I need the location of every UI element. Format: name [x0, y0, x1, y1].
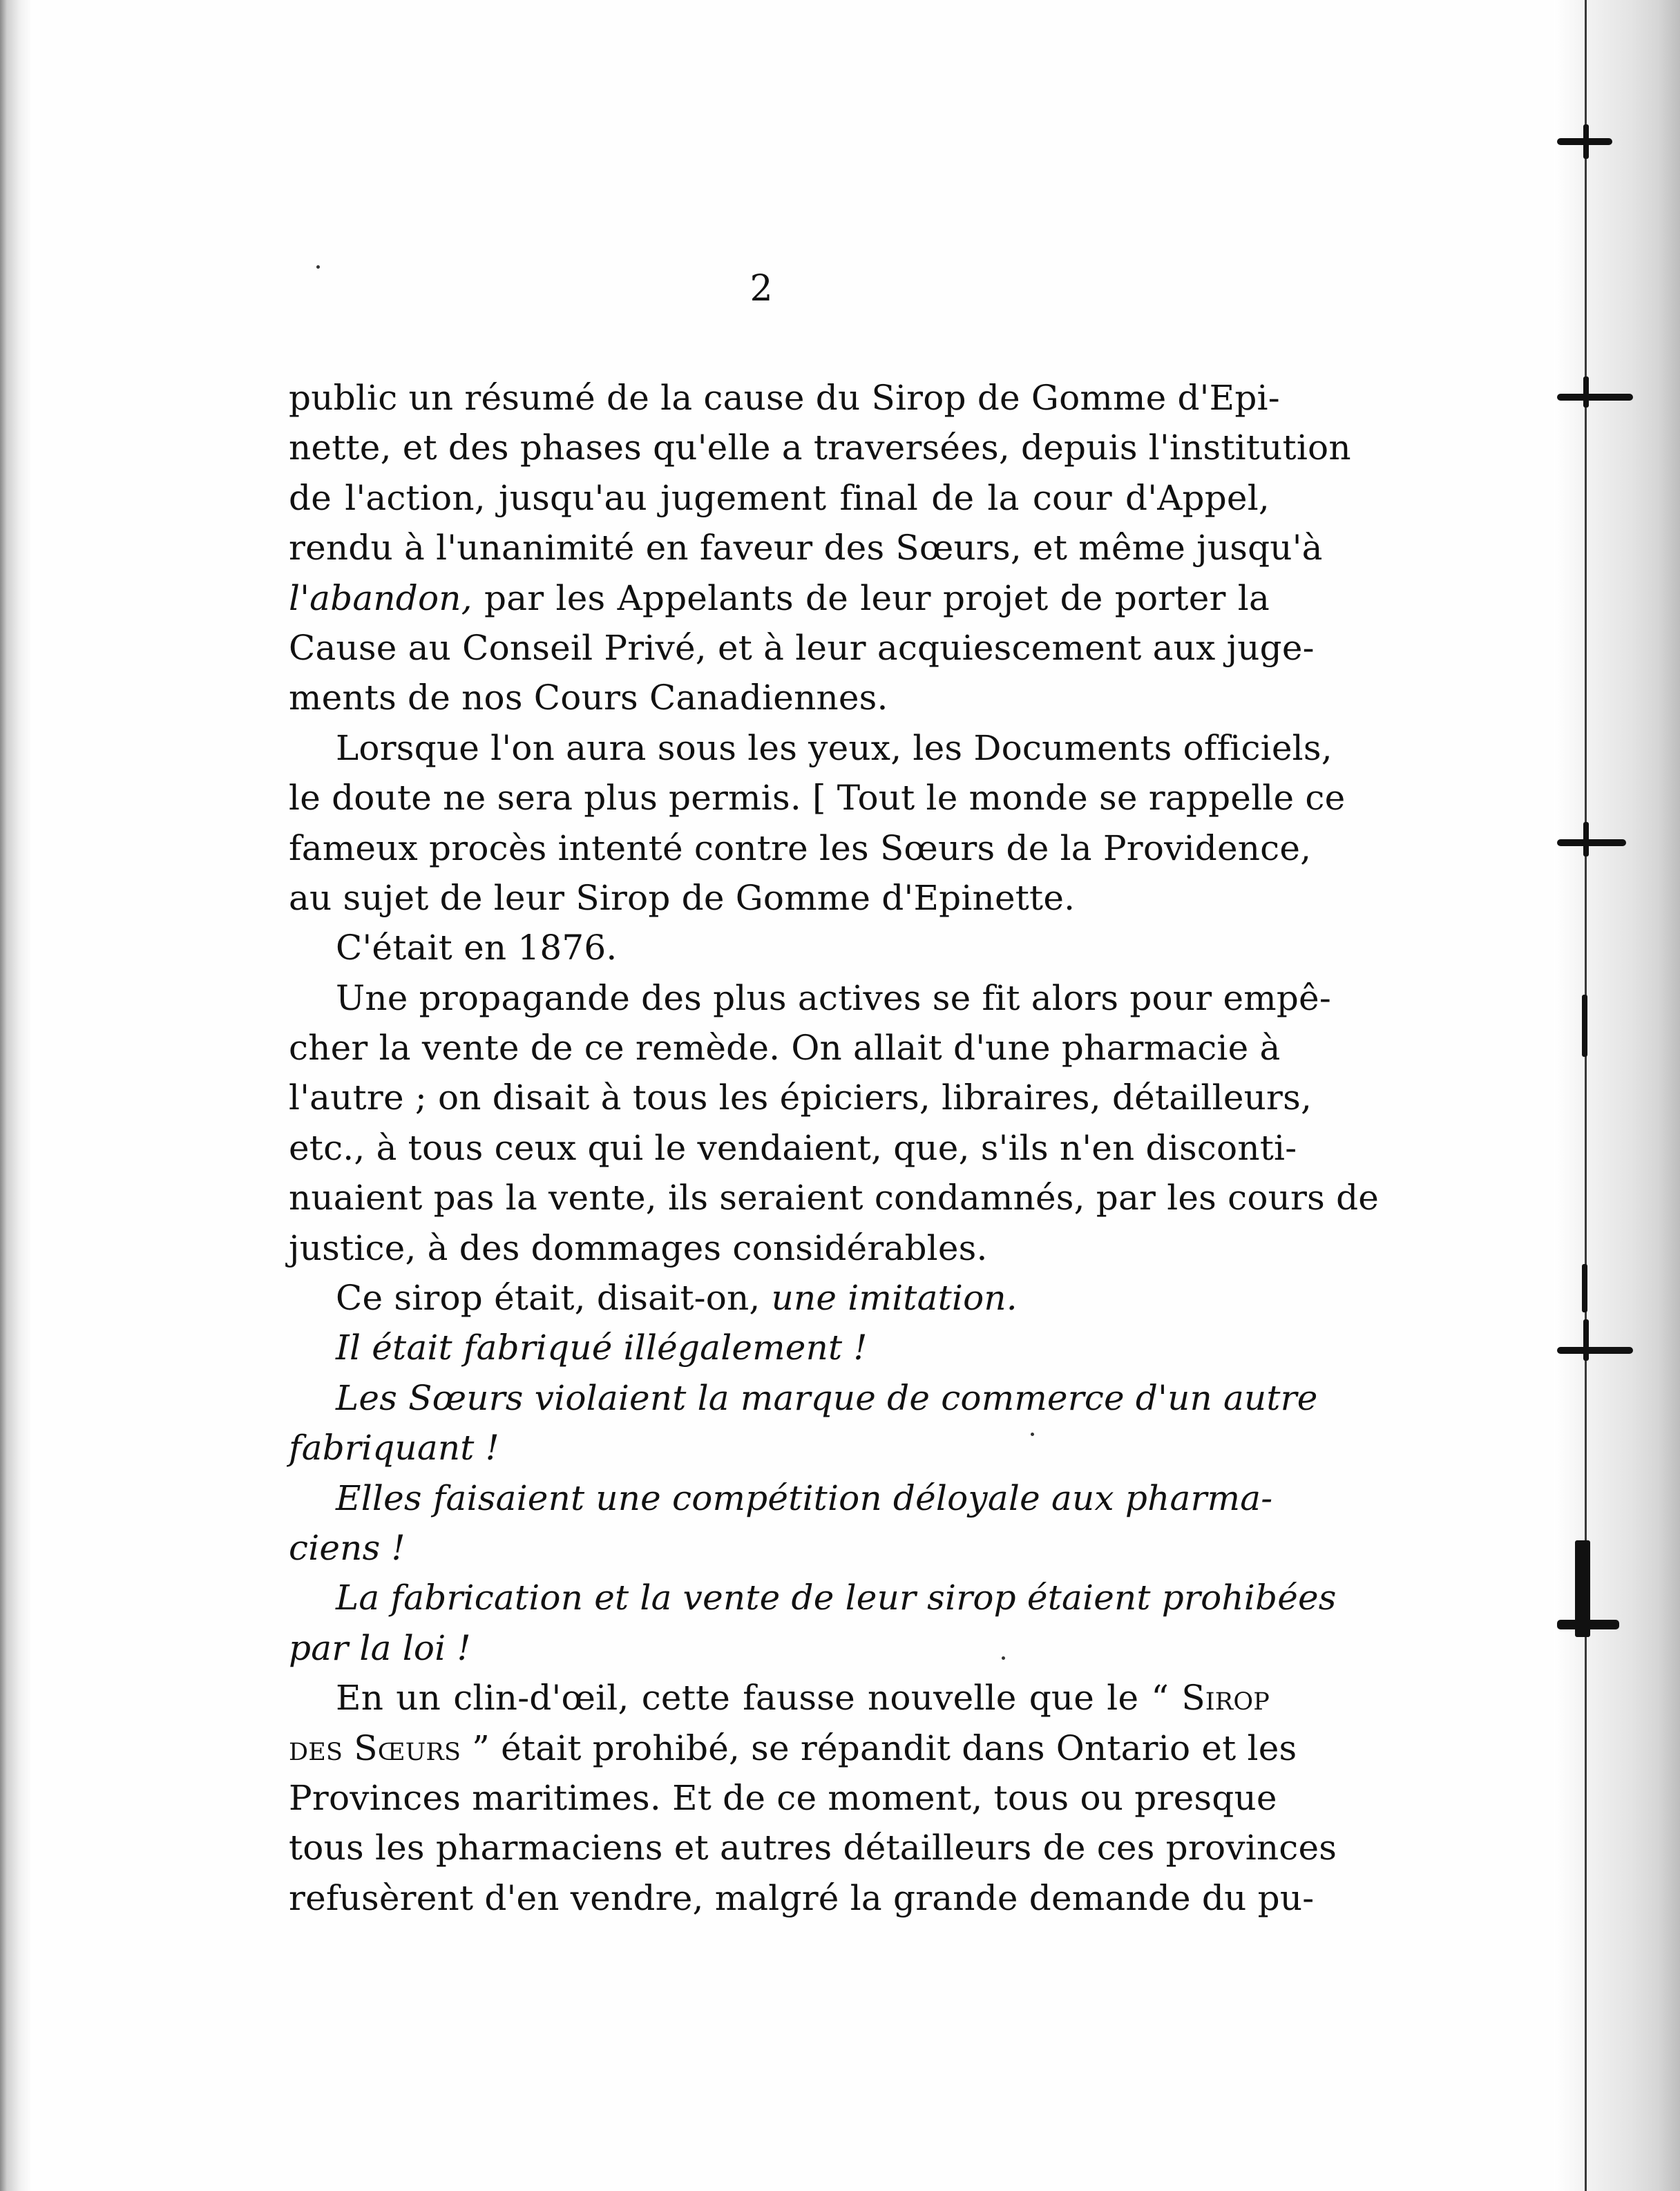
line-text: fameux procès intenté contre les Sœurs de la Providence, — [289, 827, 1312, 868]
text-line — [289, 1623, 1270, 1673]
line-text: Elles faisaient une compétition déloyale aux pharma- — [336, 1477, 1273, 1518]
stitch-mark — [1583, 124, 1589, 159]
text-line — [289, 1373, 1318, 1423]
line-text: Une propagande des plus actives se fit alors pour empê- — [336, 977, 1331, 1018]
text-line — [289, 673, 1270, 723]
line-text: Provinces maritimes. Et de ce moment, tous ou presque — [289, 1777, 1277, 1818]
text-line — [289, 1823, 1337, 1873]
line-text: Ce sirop était, disait-on, — [336, 1278, 772, 1319]
line-text: refusèrent d'en vendre, malgré la grande demande du pu- — [289, 1877, 1315, 1918]
line-text: C'était en 1876. — [336, 928, 618, 968]
line-text: ciens ! — [289, 1527, 405, 1568]
text-line — [289, 373, 1280, 423]
text-line — [289, 823, 1312, 873]
text-line — [289, 523, 1323, 573]
line-text: Il était fabriqué illégalement ! — [336, 1328, 868, 1368]
speck — [1031, 1433, 1034, 1436]
line-text: Lorsque l'on aura sous les yeux, les Documents officiels, — [336, 727, 1333, 768]
line-text: rendu à l'unanimité en faveur des Sœurs, et même jusqu'à — [289, 528, 1323, 568]
italic-phrase: l'abandon, — [289, 577, 472, 618]
line-text: Les Sœurs violaient la marque de commerce d'un autre — [336, 1377, 1318, 1418]
line-text: par les Appelants de leur projet de porter la — [472, 577, 1270, 618]
line-text: En un clin-d'œil, cette fausse nouvelle que le “ — [336, 1678, 1182, 1719]
binding-strip — [1554, 0, 1680, 2191]
line-text: La fabrication et la vente de leur sirop étaient prohibées — [336, 1578, 1337, 1618]
stitch-mark — [1582, 1264, 1587, 1312]
stitch-mark — [1557, 1347, 1633, 1354]
text-line — [289, 573, 1270, 623]
line-text: l'autre ; on disait à tous les épiciers, libraires, détailleurs, — [289, 1078, 1312, 1118]
stitch-mark — [1557, 1620, 1619, 1629]
stitch-mark — [1582, 995, 1587, 1057]
text-line — [289, 723, 1333, 773]
text-line — [289, 1073, 1312, 1122]
line-text: par la loi ! — [289, 1627, 471, 1668]
text-line — [289, 1323, 1270, 1372]
smallcaps-phrase: des Sœurs — [289, 1728, 461, 1768]
body-text — [289, 373, 1380, 1923]
page-number: 2 — [750, 268, 773, 309]
text-line — [289, 1173, 1380, 1223]
line-text: fabriquant ! — [289, 1428, 499, 1468]
line-text: nuaient pas la vente, ils seraient condamnés, par les cours de — [289, 1178, 1380, 1218]
text-line — [289, 1773, 1277, 1823]
text-line — [289, 1423, 1270, 1473]
text-line — [289, 1673, 1270, 1723]
line-text: ments de nos Cours Canadiennes. — [289, 678, 888, 718]
text-line — [289, 973, 1331, 1023]
italic-phrase: une imitation. — [771, 1278, 1018, 1319]
line-text: ” était prohibé, se répandit dans Ontario et les — [461, 1728, 1297, 1768]
line-text: public un résumé de la cause du Sirop de Gomme d'Epi- — [289, 378, 1280, 418]
stitch-mark — [1583, 1319, 1589, 1361]
text-line — [289, 1473, 1273, 1523]
text-line — [289, 1723, 1297, 1773]
stitch-mark — [1583, 376, 1589, 408]
stitch-mark — [1583, 822, 1589, 857]
line-text: etc., à tous ceux qui le vendaient, que, s'ils n'en disconti- — [289, 1127, 1297, 1168]
line-text: tous les pharmaciens et autres détailleurs de ces provinces — [289, 1828, 1337, 1868]
line-text: le doute ne sera plus permis. [ Tout le monde se rappelle ce — [289, 778, 1346, 819]
text-line — [289, 1273, 1270, 1323]
speck — [1002, 1656, 1005, 1660]
text-line — [289, 423, 1351, 472]
page-left-edge — [0, 0, 32, 2191]
speck — [316, 265, 320, 269]
smallcaps-phrase: Sirop — [1181, 1678, 1270, 1719]
text-line — [289, 873, 1270, 923]
line-text: de l'action, jusqu'au jugement final de la cour d'Appel, — [289, 477, 1270, 518]
stitch-mark — [1557, 839, 1626, 846]
text-line — [289, 1123, 1297, 1173]
line-text: au sujet de leur Sirop de Gomme d'Epinette. — [289, 877, 1076, 918]
text-line — [289, 923, 1270, 973]
text-line — [289, 473, 1270, 523]
stitch-mark — [1557, 394, 1633, 401]
line-text: cher la vente de ce remède. On allait d'une pharmacie à — [289, 1028, 1281, 1069]
text-line — [289, 1523, 1270, 1573]
text-line — [289, 1573, 1337, 1623]
text-line — [289, 1873, 1315, 1923]
text-line — [289, 623, 1315, 673]
line-text: Cause au Conseil Privé, et à leur acquiescement aux juge- — [289, 627, 1315, 668]
line-text: nette, et des phases qu'elle a traversées, depuis l'institution — [289, 428, 1351, 468]
text-line — [289, 773, 1346, 823]
text-line — [289, 1023, 1281, 1073]
binding-line — [1585, 0, 1587, 2191]
text-line — [289, 1223, 1270, 1273]
line-text: justice, à des dommages considérables. — [289, 1227, 988, 1268]
